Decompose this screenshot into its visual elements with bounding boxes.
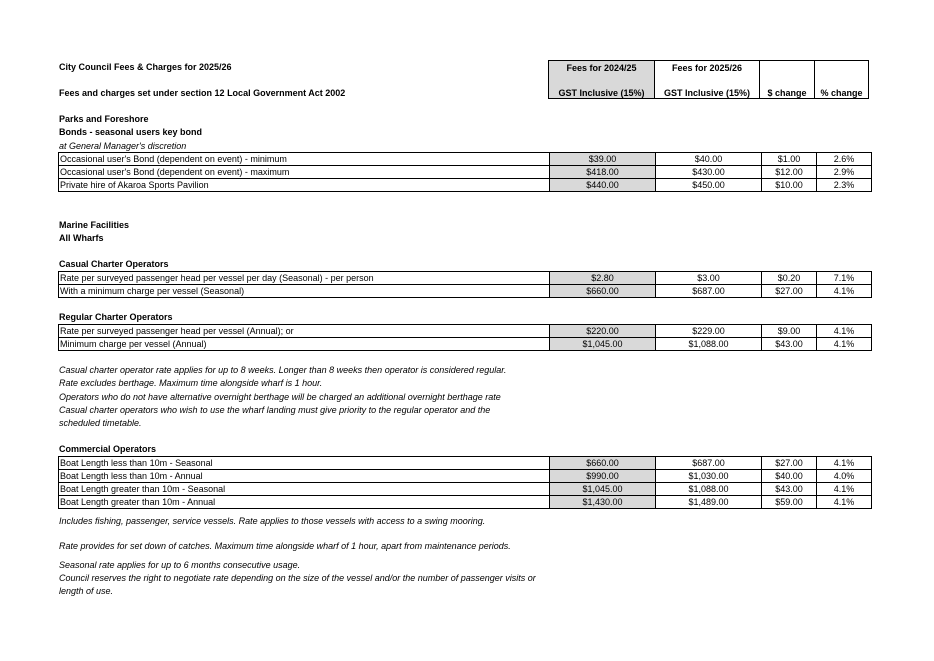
fee-dollar-change: $0.20 (762, 272, 817, 285)
section-heading-commercial: Commercial Operators (59, 444, 157, 454)
commercial-note-set-down: Rate provides for set down of catches. Maximum time alongside wharf of 1 hour, apart from maintenance periods. (59, 541, 511, 551)
fee-description: Rate per surveyed passenger head per vessel (Annual); or (59, 325, 550, 338)
fee-dollar-change: $10.00 (762, 179, 817, 192)
commercial-note-negotiate: Council reserves the right to negotiate rate depending on the size of the vessel and/or the number of passenger visits or (59, 573, 536, 583)
fee-percent-change: 7.1% (817, 272, 872, 285)
fee-2025-26: $3.00 (656, 272, 762, 285)
charter-note-line: scheduled timetable. (59, 418, 142, 428)
fee-2024-25: $1,430.00 (550, 496, 656, 509)
table-row (59, 457, 872, 470)
header-col-2025-26-line2: GST Inclusive (15%) (663, 88, 751, 98)
header-col-2024-25-line1: Fees for 2024/25 (566, 63, 637, 73)
fee-2025-26: $1,088.00 (656, 483, 762, 496)
table-row (59, 179, 872, 192)
document-title: City Council Fees & Charges for 2025/26 (59, 62, 232, 72)
fee-2024-25: $1,045.00 (550, 338, 656, 351)
fee-description: Boat Length greater than 10m - Seasonal (59, 483, 550, 496)
section-subheading-all-wharfs: All Wharfs (59, 233, 104, 243)
fee-dollar-change: $27.00 (762, 285, 817, 298)
fee-2025-26: $450.00 (656, 179, 762, 192)
header-col-2024-25-line2: GST Inclusive (15%) (558, 88, 645, 98)
fee-2024-25: $990.00 (550, 470, 656, 483)
fee-2025-26: $430.00 (656, 166, 762, 179)
fee-description: Rate per surveyed passenger head per vessel per day (Seasonal) - per person (59, 272, 550, 285)
header-col-percent-change-label: % change (820, 88, 863, 98)
table-row (59, 325, 872, 338)
regular-charter-table (58, 324, 872, 351)
header-col-2025-26-line1: Fees for 2025/26 (671, 63, 743, 73)
fee-2025-26: $1,088.00 (656, 338, 762, 351)
table-row (59, 470, 872, 483)
header-col-2025-26 (654, 60, 760, 99)
fee-2024-25: $39.00 (550, 153, 656, 166)
fee-description: Occasional user's Bond (dependent on event) - maximum (59, 166, 550, 179)
fee-2025-26: $229.00 (656, 325, 762, 338)
header-col-2024-25 (548, 60, 655, 99)
fee-2025-26: $1,030.00 (656, 470, 762, 483)
table-row (59, 272, 872, 285)
fee-percent-change: 2.9% (817, 166, 872, 179)
section-heading-marine: Marine Facilities (59, 220, 130, 230)
table-row (59, 166, 872, 179)
fee-2025-26: $687.00 (656, 285, 762, 298)
table-row (59, 153, 872, 166)
fee-dollar-change: $1.00 (762, 153, 817, 166)
document-subtitle: Fees and charges set under section 12 Local Government Act 2002 (59, 88, 346, 98)
section-heading-parks: Parks and Foreshore (59, 114, 149, 124)
fee-description: Occasional user's Bond (dependent on event) - minimum (59, 153, 550, 166)
commercial-note-vessels: Includes fishing, passenger, service vessels. Rate applies to those vessels with access to a swing mooring. (59, 516, 486, 526)
fee-percent-change: 4.1% (817, 325, 872, 338)
header-col-dollar-change-label: $ change (767, 88, 807, 98)
fee-2024-25: $660.00 (550, 457, 656, 470)
fee-description: Boat Length greater than 10m - Annual (59, 496, 550, 509)
fee-dollar-change: $27.00 (762, 457, 817, 470)
fee-description: Boat Length less than 10m - Annual (59, 470, 550, 483)
fee-percent-change: 4.1% (817, 496, 872, 509)
fee-2024-25: $660.00 (550, 285, 656, 298)
casual-charter-table (58, 271, 872, 298)
table-row (59, 496, 872, 509)
fee-2025-26: $687.00 (656, 457, 762, 470)
fee-dollar-change: $43.00 (762, 338, 817, 351)
section-subheading-bonds: Bonds - seasonal users key bond (59, 127, 203, 137)
table-row (59, 483, 872, 496)
fee-2024-25: $440.00 (550, 179, 656, 192)
fee-percent-change: 4.1% (817, 285, 872, 298)
header-col-percent-change (814, 60, 869, 99)
fee-2025-26: $1,489.00 (656, 496, 762, 509)
fee-percent-change: 2.3% (817, 179, 872, 192)
table-row (59, 285, 872, 298)
fee-description: With a minimum charge per vessel (Seasonal) (59, 285, 550, 298)
charter-note-line: Operators who do not have alternative overnight berthage will be charged an additional overnight berthage rate (59, 392, 501, 402)
commercial-note-seasonal: Seasonal rate applies for up to 6 months consecutive usage. (59, 560, 301, 570)
fee-dollar-change: $12.00 (762, 166, 817, 179)
charter-note-line: Casual charter operator rate applies for up to 8 weeks. Longer than 8 weeks then operator is considered regular. (59, 365, 507, 375)
fee-2024-25: $418.00 (550, 166, 656, 179)
table-row (59, 338, 872, 351)
fee-2024-25: $1,045.00 (550, 483, 656, 496)
fee-dollar-change: $59.00 (762, 496, 817, 509)
charter-note-line: Rate excludes berthage. Maximum time alongside wharf is 1 hour. (59, 378, 323, 388)
section-heading-regular-charter: Regular Charter Operators (59, 312, 173, 322)
fee-description: Boat Length less than 10m - Seasonal (59, 457, 550, 470)
fee-2024-25: $2.80 (550, 272, 656, 285)
fee-description: Private hire of Akaroa Sports Pavilion (59, 179, 550, 192)
commercial-operators-table (58, 456, 872, 509)
fee-description: Minimum charge per vessel (Annual) (59, 338, 550, 351)
section-note-discretion: at General Manager's discretion (59, 141, 187, 151)
header-col-dollar-change (759, 60, 815, 99)
fee-2025-26: $40.00 (656, 153, 762, 166)
parks-fee-table (58, 152, 872, 192)
fee-percent-change: 2.6% (817, 153, 872, 166)
fee-dollar-change: $43.00 (762, 483, 817, 496)
section-heading-casual-charter: Casual Charter Operators (59, 259, 169, 269)
fee-dollar-change: $9.00 (762, 325, 817, 338)
fee-percent-change: 4.1% (817, 483, 872, 496)
fee-2024-25: $220.00 (550, 325, 656, 338)
charter-note-line: Casual charter operators who wish to use the wharf landing must give priority to the regular operator and the (59, 405, 491, 415)
commercial-note-length: length of use. (59, 586, 114, 596)
fee-percent-change: 4.1% (817, 338, 872, 351)
fee-percent-change: 4.0% (817, 470, 872, 483)
fee-dollar-change: $40.00 (762, 470, 817, 483)
fee-percent-change: 4.1% (817, 457, 872, 470)
